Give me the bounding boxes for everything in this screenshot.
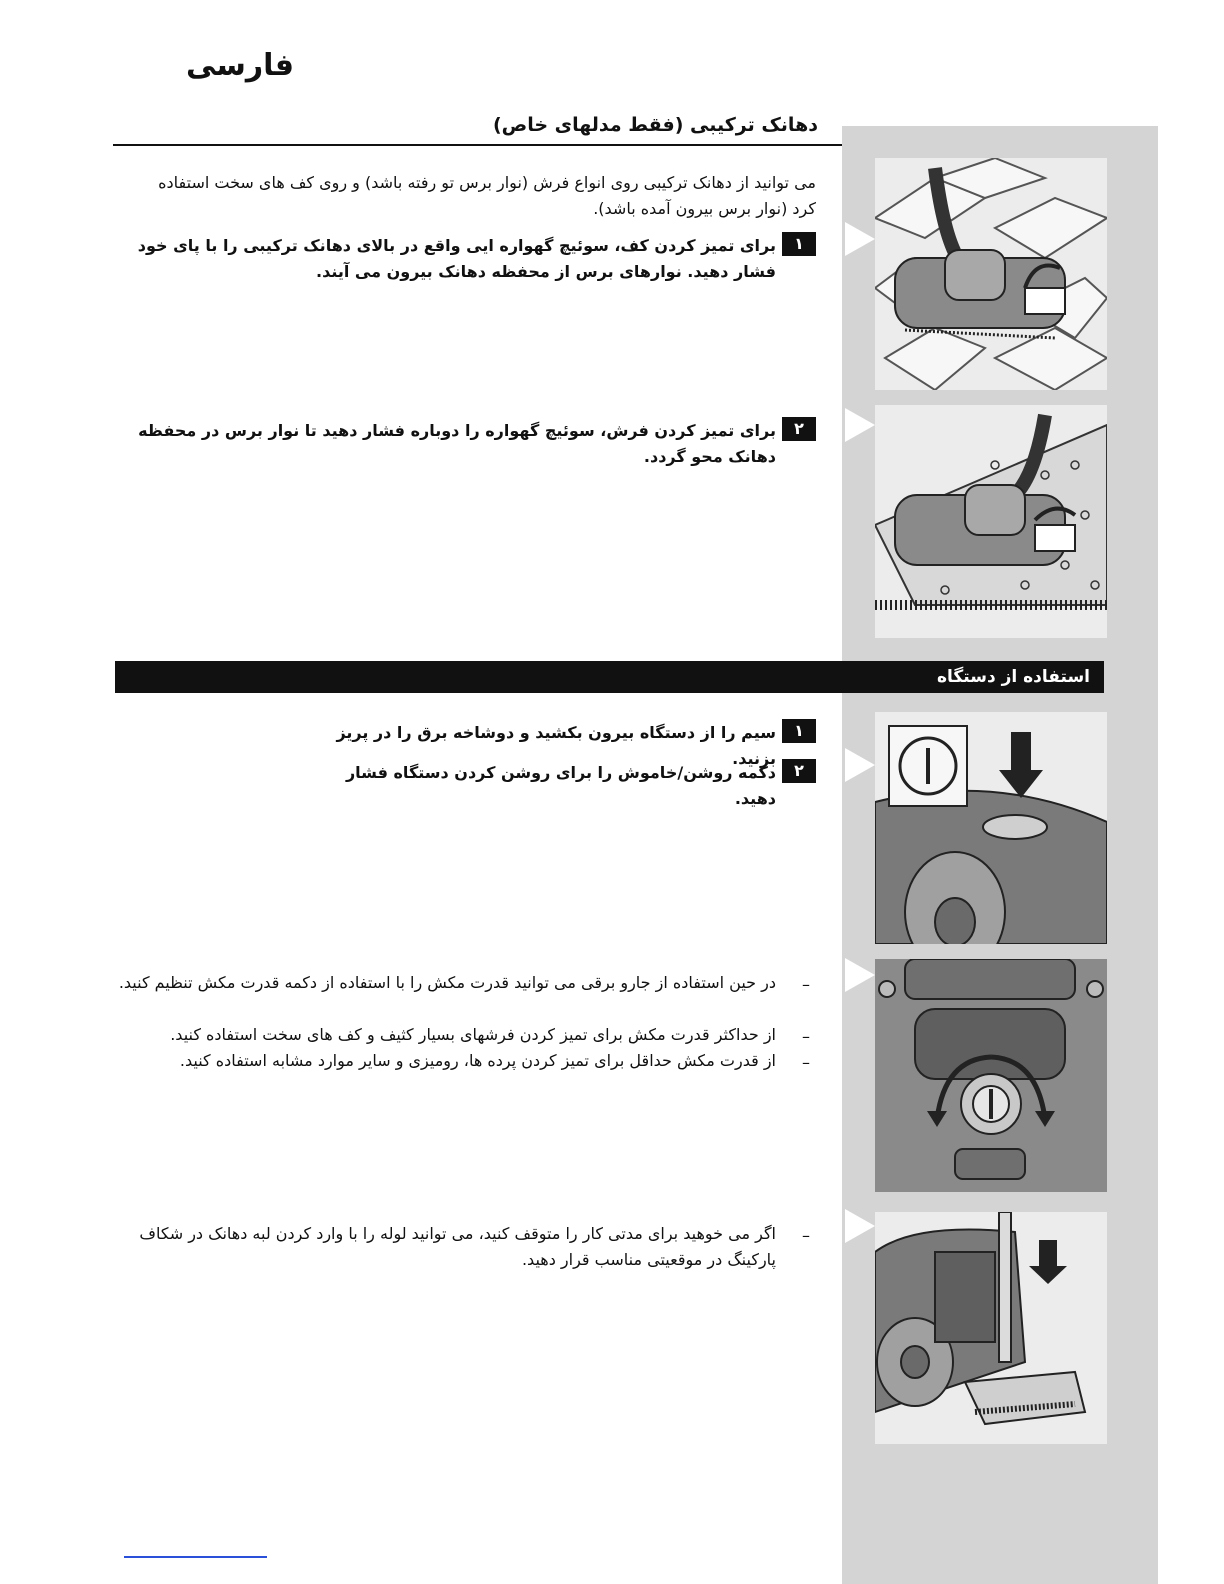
step-text-2: دکمه روشن/خاموش را برای روشن کردن دستگاه فشار دهید. bbox=[345, 763, 776, 808]
bullet-suction-max: از حداکثر قدرت مکش برای تمیز کردن فرشهای بسیار کثیف و کف های سخت استفاده کنید. bbox=[170, 1025, 776, 1044]
pointer-arrow bbox=[845, 408, 875, 442]
section-bar-usage: استفاده از دستگاه bbox=[115, 661, 1104, 693]
bullet-dash: – bbox=[802, 1027, 810, 1046]
pointer-arrow bbox=[845, 222, 875, 256]
power-button-illustration bbox=[875, 712, 1107, 944]
step-number-1: ۱ bbox=[782, 232, 816, 256]
suction-dial-illustration bbox=[875, 959, 1107, 1192]
section-rule bbox=[113, 144, 842, 146]
pointer-arrow bbox=[845, 1209, 875, 1243]
parking-slot-illustration bbox=[875, 1212, 1107, 1444]
bullet-dash: – bbox=[802, 1053, 810, 1072]
hard-floor-drawing bbox=[875, 158, 1107, 390]
nozzle-hard-floor-illustration bbox=[875, 158, 1107, 390]
step-number-1: ۱ bbox=[782, 719, 816, 743]
step-number-2: ۲ bbox=[782, 417, 816, 441]
step-text-2: برای تمیز کردن فرش، سوئیچ گهواره را دوباره فشار دهید تا نوار برس در محفظه دهانک محو گردد. bbox=[138, 421, 776, 466]
pointer-arrow bbox=[845, 748, 875, 782]
section-title-nozzle: دهانک ترکیبی (فقط مدلهای خاص) bbox=[492, 114, 818, 136]
bullet-dash: – bbox=[802, 1226, 810, 1245]
nozzle-carpet-illustration bbox=[875, 405, 1107, 638]
nozzle-intro-text: می توانید از دهانک ترکیبی روی انواع فرش (نوار برس تو رفته باشد) و روی کف های سخت استفاده کرد (نوار برس بیرون آمده باشد). bbox=[158, 173, 816, 218]
bullet-suction-min: از قدرت مکش حداقل برای تمیز کردن پرده ها، رومیزی و سایر موارد مشابه استفاده کنید. bbox=[179, 1051, 776, 1070]
step-number-2: ۲ bbox=[782, 759, 816, 783]
bullet-dash: – bbox=[802, 975, 810, 994]
step-text-1: برای تمیز کردن کف، سوئیچ گهواره ایی واقع در بالای دهانک ترکیبی را با پای خود فشار دهید. نوارهای برس از محفظه دهانک بیرون می آیند. bbox=[137, 236, 776, 281]
bullet-parking: اگر می خوهید برای مدتی کار را متوقف کنید، می توانید لوله را با وارد کردن لبه دهانک در شکاف پارکینگ در موقعیتی مناسب قرار دهید. bbox=[139, 1224, 776, 1269]
language-title: فارسی bbox=[185, 48, 295, 83]
power-drawing bbox=[875, 712, 1107, 944]
step-text-1: سیم را از دستگاه بیرون بکشید و دوشاخه برق را در پریز بزنید. bbox=[336, 723, 776, 768]
parking-drawing bbox=[875, 1212, 1107, 1444]
dial-drawing bbox=[875, 959, 1107, 1192]
carpet-drawing bbox=[875, 405, 1107, 638]
pointer-arrow bbox=[845, 958, 875, 992]
footer-link-line bbox=[124, 1556, 267, 1558]
bullet-suction-adjust: در حین استفاده از جارو برقی می توانید قدرت مکش را با استفاده از دکمه قدرت مکش تنظیم کنید. bbox=[118, 973, 776, 992]
